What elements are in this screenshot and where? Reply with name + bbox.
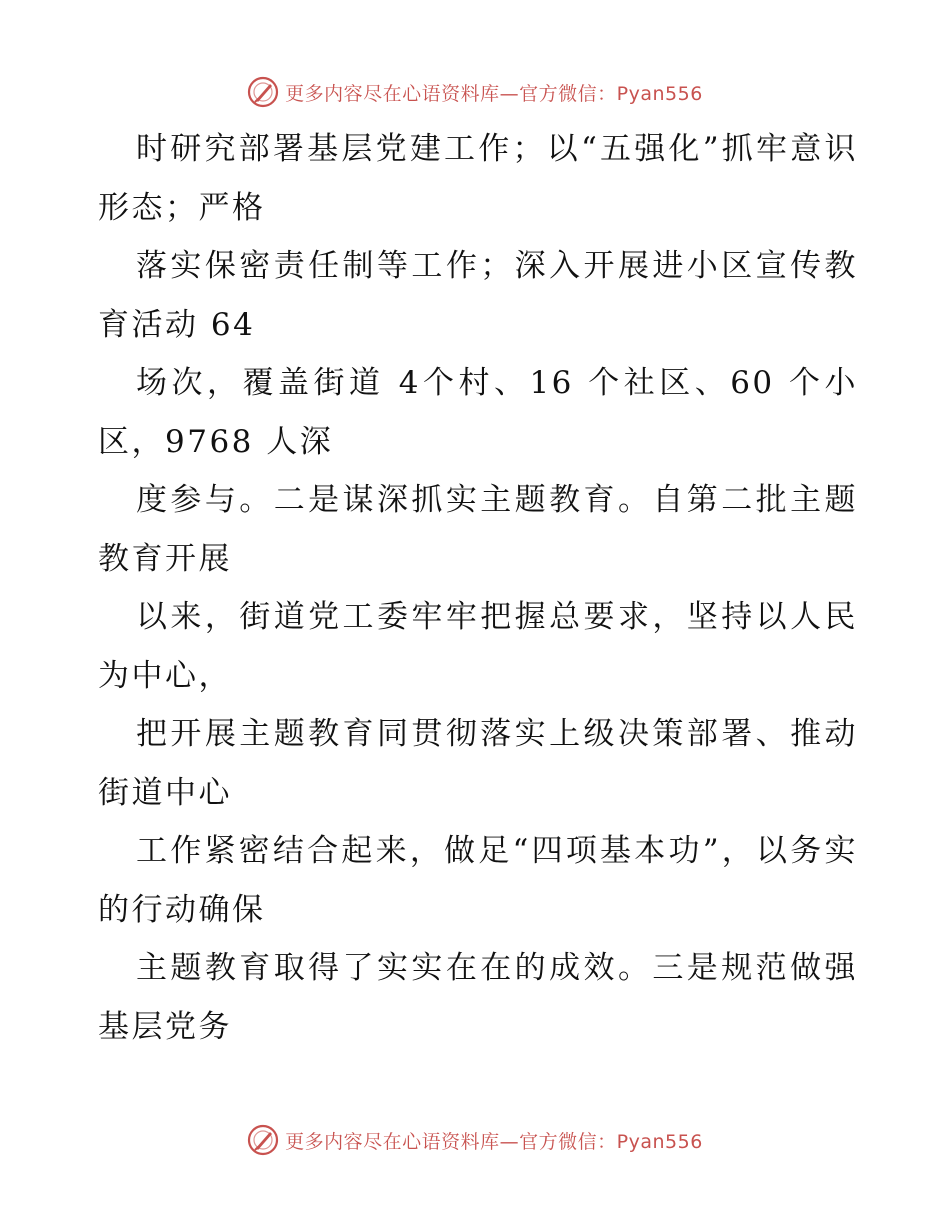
footer-watermark-text: 更多内容尽在心语资料库—官方微信：Pyan556 <box>285 1130 703 1153</box>
paragraph: 落实保密责任制等工作；深入开展进小区宣传教育活动 64 <box>98 248 858 343</box>
paragraph: 以来，街道党工委牢牢把握总要求，坚持以人民为中心， <box>98 599 858 694</box>
paragraph: 场次，覆盖街道 4个村、16 个社区、60 个小区，9768 人深 <box>98 365 858 460</box>
quill-logo-icon <box>247 1124 279 1156</box>
document-body <box>98 120 858 1060</box>
footer-watermark <box>0 1120 950 1160</box>
paragraph: 度参与。二是谋深抓实主题教育。自第二批主题教育开展 <box>98 482 858 577</box>
paragraph: 把开展主题教育同贯彻落实上级决策部署、推动街道中心 <box>98 716 858 811</box>
header-watermark-text: 更多内容尽在心语资料库—官方微信：Pyan556 <box>285 82 703 105</box>
header-watermark <box>0 72 950 112</box>
paragraph: 主题教育取得了实实在在的成效。三是规范做强基层党务 <box>98 950 858 1045</box>
paragraph: 工作紧密结合起来，做足“四项基本功”，以务实的行动确保 <box>98 833 858 928</box>
paragraph: 时研究部署基层党建工作；以“五强化”抓牢意识形态；严格 <box>98 131 858 226</box>
quill-logo-icon <box>247 76 279 108</box>
